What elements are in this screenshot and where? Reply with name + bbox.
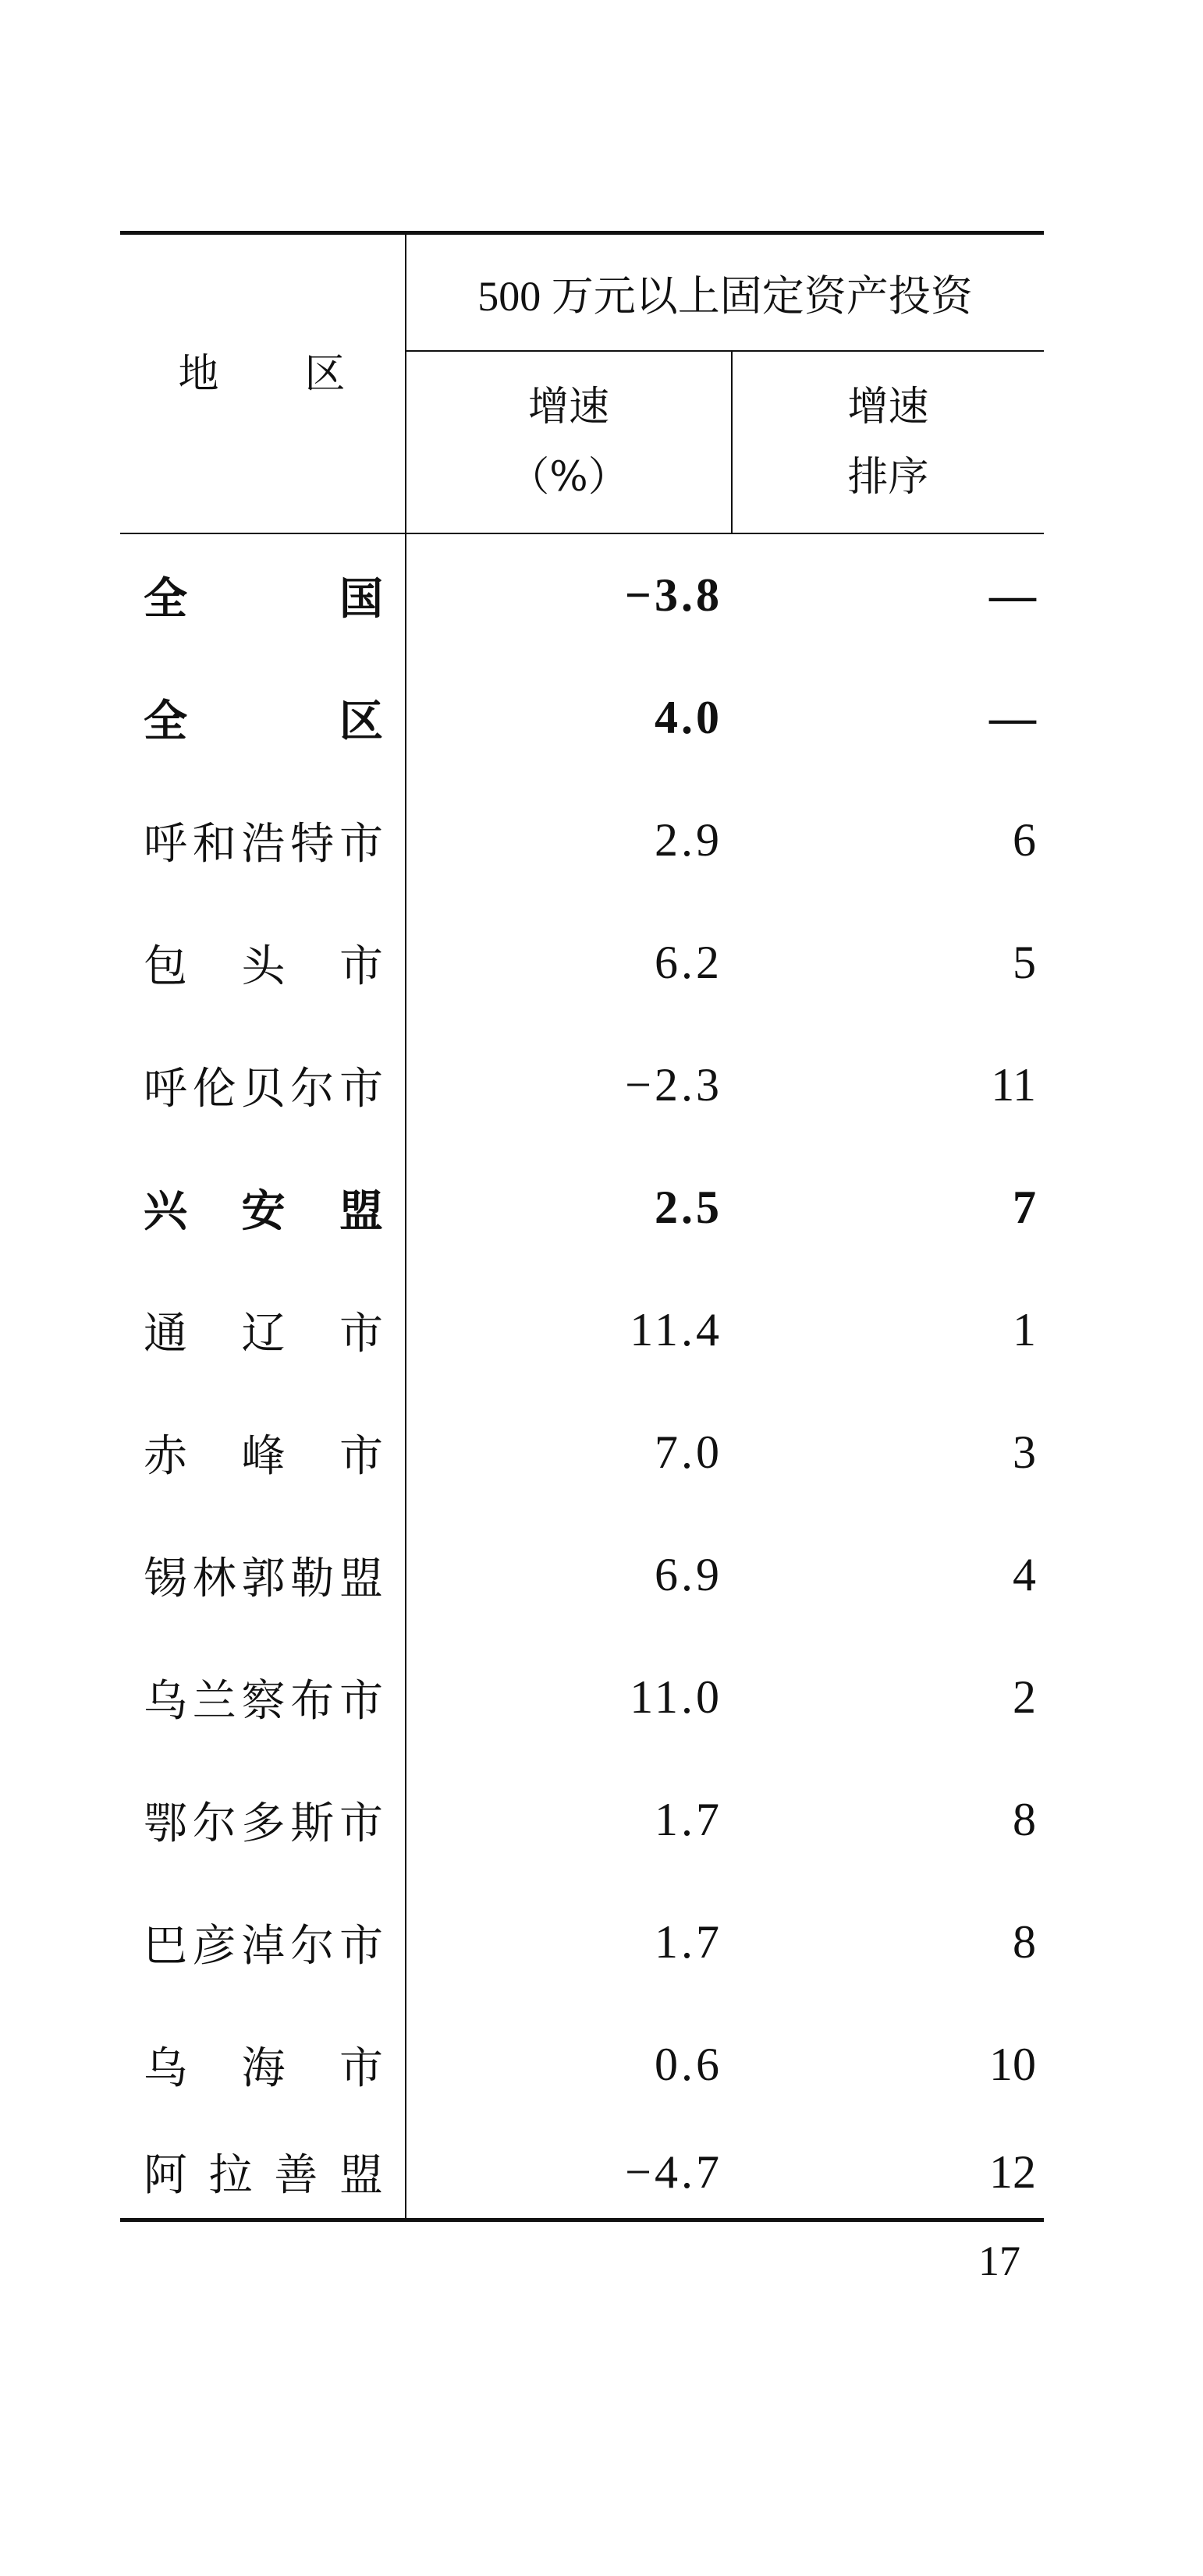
table-row <box>120 2004 1044 2126</box>
table-row <box>120 1759 1044 1881</box>
growth-rank-cell: 1 <box>1013 1304 1036 1355</box>
growth-rate-cell: 1.7 <box>655 1916 722 1968</box>
table-row <box>120 1391 1044 1514</box>
growth-rate-cell: 4.0 <box>655 692 722 743</box>
region-cell <box>120 533 406 657</box>
growth-rate-cell: 11.4 <box>630 1304 722 1355</box>
region-cell <box>120 657 406 779</box>
growth-rate-cell: −2.3 <box>625 1059 722 1111</box>
header-growth-rank-sort: 排序 <box>847 454 929 501</box>
region-cell <box>120 1759 406 1881</box>
table-row <box>120 902 1044 1024</box>
growth-rate-cell: 2.9 <box>655 814 722 866</box>
table-row <box>120 1514 1044 1636</box>
region-name: 呼 伦 贝 尔 市 <box>144 1063 383 1114</box>
growth-rate-cell: 1.7 <box>655 1794 722 1845</box>
growth-rank-cell: 8 <box>1013 1916 1036 1968</box>
region-name: 呼 和 浩 特 市 <box>144 818 383 870</box>
table-row <box>120 2126 1044 2220</box>
growth-rank-cell: 10 <box>989 2039 1036 2090</box>
table-row <box>120 779 1044 902</box>
growth-rate-cell: 11.0 <box>630 1671 722 1723</box>
table-row <box>120 1146 1044 1269</box>
table-row <box>120 1024 1044 1146</box>
region-name: 鄂 尔 多 斯 市 <box>144 1798 383 1849</box>
growth-rate-cell: 2.5 <box>655 1182 722 1233</box>
growth-rank-cell: 8 <box>1013 1794 1036 1845</box>
growth-rank-cell: 11 <box>991 1059 1036 1111</box>
page-number: 17 <box>978 2238 1020 2284</box>
header-growth-rank <box>732 351 1044 533</box>
growth-rate-cell: −3.8 <box>624 569 722 621</box>
header-growth-rate <box>406 351 732 533</box>
header-growth-rate-unit: （%） <box>509 454 629 501</box>
growth-rank-cell: 2 <box>1013 1671 1036 1723</box>
growth-rank-cell: 3 <box>1013 1426 1036 1478</box>
table-row <box>120 1881 1044 2004</box>
growth-rank-cell: 12 <box>732 2126 1044 2220</box>
region-cell <box>120 1636 406 1759</box>
region-name: 乌 海 市 <box>144 2043 383 2094</box>
region-cell <box>120 779 406 902</box>
table-row <box>120 533 1044 657</box>
table-row <box>120 657 1044 779</box>
header-region: 地 区 <box>120 233 406 534</box>
region-cell <box>120 1391 406 1514</box>
region-cell <box>120 2126 406 2220</box>
growth-rank-cell: — <box>989 692 1036 743</box>
region-cell <box>120 1514 406 1636</box>
region-name: 赤 峰 市 <box>144 1430 383 1482</box>
growth-rate-cell: −4.7 <box>406 2126 732 2220</box>
region-cell <box>120 1146 406 1269</box>
region-name: 全 区 <box>144 696 383 747</box>
growth-rank-cell: 7 <box>1013 1182 1036 1233</box>
growth-rate-cell: 7.0 <box>655 1426 722 1478</box>
header-growth-rank-label: 增速 <box>847 384 929 431</box>
region-cell <box>120 1269 406 1391</box>
region-name: 乌 兰 察 布 市 <box>144 1675 383 1727</box>
region-cell <box>120 1024 406 1146</box>
investment-table <box>120 231 1044 2222</box>
header-growth-rate-label: 增速 <box>527 384 609 431</box>
table-body <box>120 533 1044 2220</box>
region-name: 通 辽 市 <box>144 1308 383 1359</box>
growth-rank-cell: — <box>989 569 1036 621</box>
growth-rate-cell: 6.9 <box>655 1549 722 1600</box>
region-cell <box>120 1881 406 2004</box>
region-name: 全 国 <box>144 573 383 625</box>
region-name: 阿 拉 善 盟 <box>144 2150 383 2201</box>
region-name: 包 头 市 <box>144 941 383 992</box>
growth-rank-cell: 5 <box>1013 937 1036 988</box>
table-row <box>120 1269 1044 1391</box>
growth-rate-cell: 0.6 <box>655 2039 722 2090</box>
region-name: 锡 林 郭 勒 盟 <box>144 1553 383 1604</box>
region-name: 巴 彦 淖 尔 市 <box>144 1920 383 1972</box>
region-name: 兴 安 盟 <box>144 1185 383 1237</box>
growth-rank-cell: 4 <box>1013 1549 1036 1600</box>
growth-rank-cell: 6 <box>1013 814 1036 866</box>
table-row <box>120 1636 1044 1759</box>
region-cell <box>120 2004 406 2126</box>
growth-rate-cell: 6.2 <box>655 937 722 988</box>
region-cell <box>120 902 406 1024</box>
header-investment-group: 500 万元以上固定资产投资 <box>406 233 1044 352</box>
